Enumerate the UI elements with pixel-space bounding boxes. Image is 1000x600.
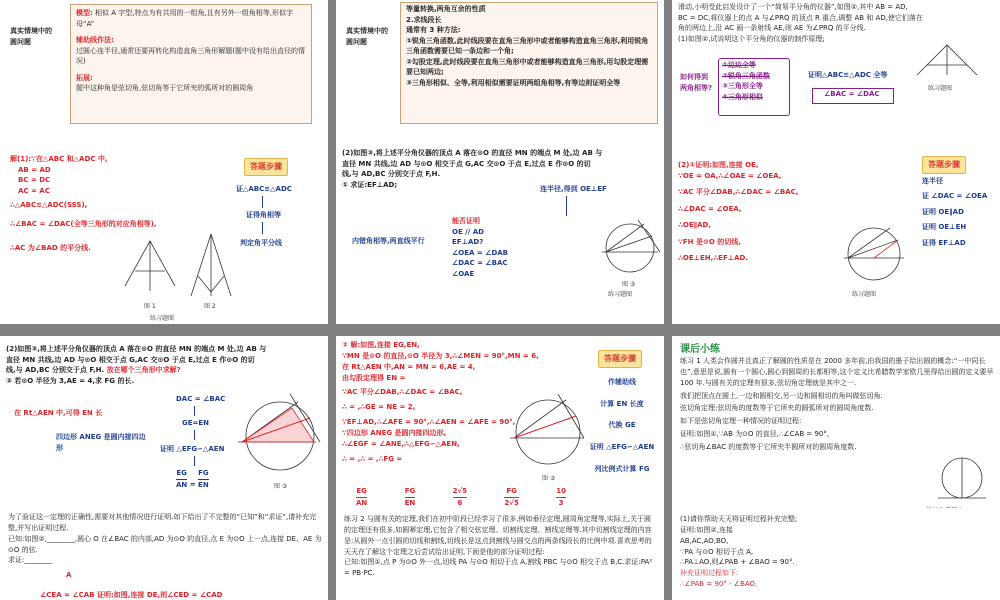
option-4: ④三角形相似: [722, 92, 763, 101]
proof-line-1: ∵OE = OA,∴∠OAE = ∠OEA,: [678, 171, 782, 180]
method-block: [406, 4, 652, 88]
chain-arrow-3: [194, 456, 195, 466]
sol-line-2: ∵MN 是⊙O 的直径,⊙O 半径为 3,∴∠MEN = 90°,MN = 6,: [342, 351, 539, 360]
problem-line-1: (2)如图③,将上述平分角仪器的顶点 A 落在⊙O 的直径 MN 的端点 M 处,边 AB 与: [6, 345, 267, 353]
slide-tile-7: [0, 336, 328, 524]
sol-line-10: ∴ = ,∴ = ,∴FG =: [342, 454, 403, 463]
model-text: 相似 A 字型,特点为有共用的一组角,且有另外一组角相等,形似字母“A”: [76, 9, 293, 28]
ext-text: 题中这种角是弦切角,弦切角等于它所夹的弧所对的圆周角: [76, 84, 254, 92]
exercise-text: [8, 512, 322, 566]
hint-arrow: [566, 196, 567, 216]
step-5: 列比例式计算 FG: [594, 464, 650, 473]
problem-line-3: 线,与 AD,BC 分别交于点 F,H.: [6, 366, 105, 374]
sol-line-7: ∵EF⊥AD,∴∠AFE = 90°,∴∠AEN = ∠AFE = 90°,: [342, 418, 516, 427]
ex-line-1: 练习 1 人类会作圆并且真正了解圆的性质是在 2000 多年前,由我国的墨子给出圆的概念:“一中同长也”,意思是说,圆有一个圆心,圆心到圆周的长都相等,这个定义比希腊数学家欧几里得给出圆的定义要早 100 年.与圆有关的定理有很多,弦切角定理就是其中之一.: [680, 357, 994, 387]
fig-label: 图 ③: [622, 281, 636, 288]
kite-figure: [912, 40, 982, 80]
circle-figure: [598, 216, 662, 278]
frac-2-num: FG: [405, 486, 416, 498]
ratio: $\frac{EG}{AN}$ = $\frac{FG}{EN}$: [176, 469, 209, 489]
frac-2-den: EN: [404, 498, 416, 507]
problem-line-2: 直径 MN 共线,边 AD 与⊙O 相交于点 G,AC 交⊙O 于点 E,过点 E 作⊙O 的切: [342, 159, 591, 168]
frac-3-num: 2√5: [453, 486, 467, 498]
ex-line-2: 已知:如图②,________,圆心 O 在∠BAC 的内部,AD 为⊙O 的直径,点 E 为⊙O 上一点,连接 DE、AE 为⊙O 的弦.: [8, 534, 322, 554]
solution-block: [10, 154, 210, 254]
sub-question: ② 若⊙O 半径为 3,AE = 4,求 FG 的长.: [6, 376, 135, 385]
ex-line-3: 求证:________: [8, 556, 53, 565]
step-4: 证明 △EFG∽△AEN: [589, 443, 655, 452]
aux-title: 辅助线作法:: [76, 36, 114, 44]
circle-figure: [840, 218, 910, 286]
fig1-caption: 图 1: [144, 303, 156, 310]
problem-line-4: (1)如图②,试说明这个平分角的仪器的制作原理;: [678, 34, 825, 43]
mid-line-3: ∠OEA = ∠DAB: [452, 248, 509, 257]
ratio-den-2: EN: [198, 480, 209, 489]
method-line-6: ③三角形相似、全等,利用相似需要证明两组角相等,有等边则证明全等: [406, 78, 621, 87]
congruent-line: ∴△ABC≌△ADC(SSS),: [10, 201, 88, 209]
problem-line-2: BC = DC,将仪器上的点 A 与∠PRQ 的顶点 R 重合,调整 AB 和 AD,使它们落在: [678, 13, 923, 22]
step-1: 作辅助线: [608, 378, 636, 386]
frac-5-num: 10: [556, 486, 566, 498]
step-3: 证明 OE∥AD: [922, 207, 964, 216]
proof-line-3: ∴∠DAC = ∠OEA,: [678, 204, 742, 213]
proof-last: ∴∠PAB = 90° - ∠BAO,: [680, 580, 758, 589]
step-3: 代换 GE: [608, 421, 636, 430]
step-arrow-2: [262, 222, 263, 234]
slide-tile-8: [336, 336, 664, 524]
proof-line-4: ∴OE∥AD,: [678, 221, 711, 229]
problem-line-1: (2)如图③,将上述平分角仪器的顶点 A 落在⊙O 的直径 MN 的端点 M 处,边 AB 与: [342, 149, 603, 157]
step-2: 证得角相等: [246, 211, 281, 219]
method-line-3: 通常有 3 种方法:: [406, 26, 461, 34]
side-label: 真实情境中的圆问题: [346, 27, 388, 46]
reasoning-block: [452, 216, 508, 279]
frac-4-num: FG: [504, 486, 518, 498]
quad-label: 四边形 ANEG 是圆内接四边形: [56, 433, 146, 452]
problem-line-3: 线,与 AD,BC 分别交于点 F,H.: [342, 170, 441, 178]
circle-figure: [932, 454, 992, 504]
question-tail: 放在哪个三角形中求解?: [106, 366, 181, 374]
fraction-row: [356, 486, 566, 508]
proof-line-4: ∵PA 与⊙O 相切于点 A,: [680, 547, 754, 556]
frac-5-den: 3: [558, 498, 564, 507]
condition-2: BC = DC: [18, 176, 51, 184]
angle-line: ∴∠BAC = ∠DAC(全等三角形的对应角相等),: [10, 219, 157, 228]
ex-line-5: 证明:如图①,∵AB 为⊙O 的直径,∴∠CAB = 90°,: [680, 430, 830, 439]
mid-title: 能否证明: [452, 217, 480, 225]
sol-line-6: ∴ = ,∴GE = NE = 2,: [342, 403, 416, 412]
problem-line-2: 直径 MN 共线,边 AD 与⊙O 相交于点 G,AC 交⊙O 于点 E,过点 E 作⊙O 的切: [6, 355, 255, 364]
proof-title: (2)①证明:如图,连接 OE,: [678, 161, 759, 169]
figure-caption: 练习题图: [852, 291, 877, 298]
option-3: ③三角形全等: [722, 82, 763, 90]
options-list: [722, 60, 770, 102]
ex-line-2: 已知:如图①,点 P 为⊙O 外一点,切线 PA 与⊙O 相切于点 A,割线 PBC 与⊙O 相交于点 B,C.求证:PA² = PB·PC.: [344, 558, 653, 578]
step-2: 计算 EN 长度: [600, 399, 644, 408]
step-4: 证明 OE⊥EH: [922, 223, 967, 232]
ex-line-1: 为了验证这一定理的正确性,需要对其他情况进行证明.如下给出了不完整的“已知”和“求证”,请补充完整,并写出证明过程.: [8, 513, 317, 532]
left-red: 在 Rt△AEN 中,可得 EN 长: [14, 409, 103, 417]
sol-line-9: ∴∠EGF = ∠ANE,∴△EFG∽△AEN,: [342, 439, 460, 448]
slide-tile-5: [336, 136, 664, 324]
method-line-1: 等量转换,两角互余的性质: [406, 5, 486, 13]
ex-line-1: 练习 2 与圆有关的定理,我们在初中阶段已经学习了很多,例如垂径定理,圆周角定理等,实际上,关于圆的定理还有很多,如圆幂定理,它包含了相交弦定理、切割线定理、割线定理等.其中切割线定理的内容是:从圆外一点引圆的切线和割线,切线长是这点到割线与圆交点的两条线段长的比例中项.喜欢思考的天天在了解这个定理之后尝试给出证明,下面是他的部分证明过程:: [344, 515, 652, 556]
ex-line-4: 如下是弦切角定理一种情况的证明过程:: [680, 417, 802, 426]
step-2: 证 ∠DAC = ∠OEA: [922, 192, 988, 201]
sol-line-8: ∵四边形 ANEG 是圆内接四边形,: [342, 428, 447, 437]
chain-3: 证明 △EFG∽△AEN: [160, 445, 225, 453]
step-arrow-1: [262, 196, 263, 208]
result-line: ∴AC 为∠BAD 的平分线.: [10, 244, 91, 252]
proof-target: 证明△ABC≌△ADC 全等: [808, 71, 888, 79]
frac-3-den: 6: [457, 498, 463, 507]
proof-line-5: ∴PA⊥AO,则∠PAB + ∠BAO = 90°.: [680, 558, 795, 567]
figure-caption: 练习题图: [608, 291, 633, 298]
slide-tile-12: [672, 508, 1000, 600]
chain-arrow-2: [194, 430, 195, 440]
proof-line-6: ∴OE⊥EH,∴EF⊥AD.: [678, 254, 749, 262]
left-label: 内错角相等,两直线平行: [352, 237, 425, 245]
chain-1: DAC = ∠BAC: [176, 395, 226, 403]
proof-line-3: AB,AC,AO,BO,: [680, 536, 729, 545]
side-label: 真实情境中的圆问题: [10, 27, 52, 46]
ex-line-2: 我们把顶点在圆上,一边和圆相交,另一边和圆相切的角叫做弦切角.: [680, 391, 883, 400]
section-title: 课后小练: [680, 344, 720, 355]
figure-1: [120, 236, 180, 296]
sol-line-3: 在 Rt△AEN 中,AN = MN = 6,AE = 4,: [342, 362, 476, 371]
exercise-text: [680, 356, 994, 453]
sol-line-4: 由勾股定理得 EN =: [342, 373, 406, 382]
fill-label: 补充证明过程如下:: [680, 569, 739, 578]
proof-text: [680, 514, 994, 590]
steps-badge: 答题步骤: [922, 156, 966, 174]
mid-line-2: EF⊥AD?: [452, 238, 484, 246]
fill-answer: A: [66, 571, 72, 579]
slide-tile-4: [0, 136, 328, 324]
fig-label: 图 ③: [542, 475, 556, 482]
steps-list: [584, 372, 660, 480]
figure-caption: 练习题图: [928, 85, 953, 92]
method-line-5: ②勾股定理,此时线段要在直角三角形中或者能够构造直角三角形,用勾股定理需要已知两边;: [406, 57, 649, 76]
problem-line-1: 滑动,小明受此启发设计了一个“简易平分角的仪器”,如图②,其中 AB = AD,: [678, 3, 908, 11]
slide-tile-11: [336, 508, 664, 600]
frac-1-den: AN: [356, 498, 368, 507]
sol-line-5: ∵AC 平分∠DAB,∴∠DAC = ∠BAC,: [342, 388, 463, 397]
exercise-text: [344, 514, 658, 579]
step-1: 连半径: [922, 177, 943, 185]
mid-line-5: ∠OAE: [452, 269, 475, 278]
problem-text: [342, 148, 660, 190]
circle-figure: [232, 388, 322, 478]
fig2-caption: 图 2: [204, 303, 216, 310]
ratio-num-2: FG: [198, 468, 209, 480]
problem-text: [678, 2, 996, 44]
ext-title: 拓展:: [76, 73, 93, 82]
chain-2: GE=EN: [182, 419, 210, 427]
figure-caption: 练习题图: [150, 315, 175, 322]
step-5: 证得 EF⊥AD: [922, 238, 966, 247]
problem-line-3: 角的两边上,沿 AC 画一条射线 AE,则 AE 为∠PRQ 的平分线.: [678, 24, 866, 32]
bottom-line: ∠CEA = ∠CAB 证明:如图,连接 DE,则∠CED = ∠CAD: [40, 591, 223, 599]
condition-3: AC = AC: [18, 186, 50, 195]
method-line-4: ①锐角三角函数,此时线段要在直角三角形中或者能够构造直角三角形,利用锐角三角函数需要已知一条边和一个角;: [406, 36, 649, 55]
conclusion: ∠BAC = ∠DAC: [824, 90, 880, 98]
aux-text: 过圆心连半径,通常还要再转化构造直角三角形解题(题中没有给出直径的情况): [76, 46, 305, 65]
circle-figure: [504, 388, 588, 472]
proof-line-2: ∵AC 平分∠DAB,∴∠DAC = ∠BAC,: [678, 188, 799, 196]
ex-line-6: ∴弦切角∠BAC 的度数等于它所夹半圆所对的圆周角度数.: [680, 442, 857, 451]
mid-line-4: ∠DAC = ∠BAC: [452, 259, 508, 267]
steps-badge: 答题步骤: [598, 350, 642, 368]
option-1: ①边边全等: [722, 61, 756, 69]
figure-2: [186, 232, 236, 300]
proof-line-2: 证明:如图②,连接: [680, 525, 733, 534]
question-label: 如何得到两角相等?: [680, 73, 713, 92]
step-3: 判定角平分线: [240, 239, 282, 247]
slide-tile-9: [672, 336, 1000, 524]
proof-line-1: (1)请你帮助天天将证明过程补充完整;: [680, 515, 798, 523]
step-1: 证△ABC≌△ADC: [236, 185, 292, 193]
frac-4-den: 2√5: [504, 498, 519, 507]
steps-list: [922, 174, 987, 251]
steps-badge: 答题步骤: [244, 158, 288, 176]
model-title: 模型:: [76, 9, 93, 17]
slide-tile-6: [672, 136, 1000, 324]
model-block: [76, 8, 308, 94]
ex-line-3: 弦切角定理:弦切角的度数等于它所夹的圆弧所对的圆周角度数.: [680, 404, 874, 413]
condition-1: AB = AD: [18, 165, 51, 174]
sol-line-1: ② 解:如图,连接 EG,EN,: [342, 341, 420, 349]
ratio-den-1: AN: [176, 480, 188, 489]
ratio-num-1: EG: [176, 468, 187, 480]
problem-text: [6, 344, 324, 386]
chain-arrow-1: [194, 406, 195, 416]
mid-line-1: OE // AD: [452, 227, 484, 236]
slide-tile-10: [0, 508, 328, 600]
question: ① 求证:EF⊥AD;: [342, 180, 398, 189]
frac-1-num: EG: [356, 486, 367, 498]
proof-line-5: ∵FH 是⊙O 的切线,: [678, 237, 741, 246]
solution-intro: 解(1):∵在△ABC 和△ADC 中,: [10, 155, 108, 163]
option-2: ②锐角三角函数: [722, 71, 770, 80]
method-line-2: 2.求线段长: [406, 15, 442, 24]
hint-text: 连半径,得到 OE⊥EF: [540, 185, 607, 193]
fig-label: 图 ③: [274, 483, 288, 490]
